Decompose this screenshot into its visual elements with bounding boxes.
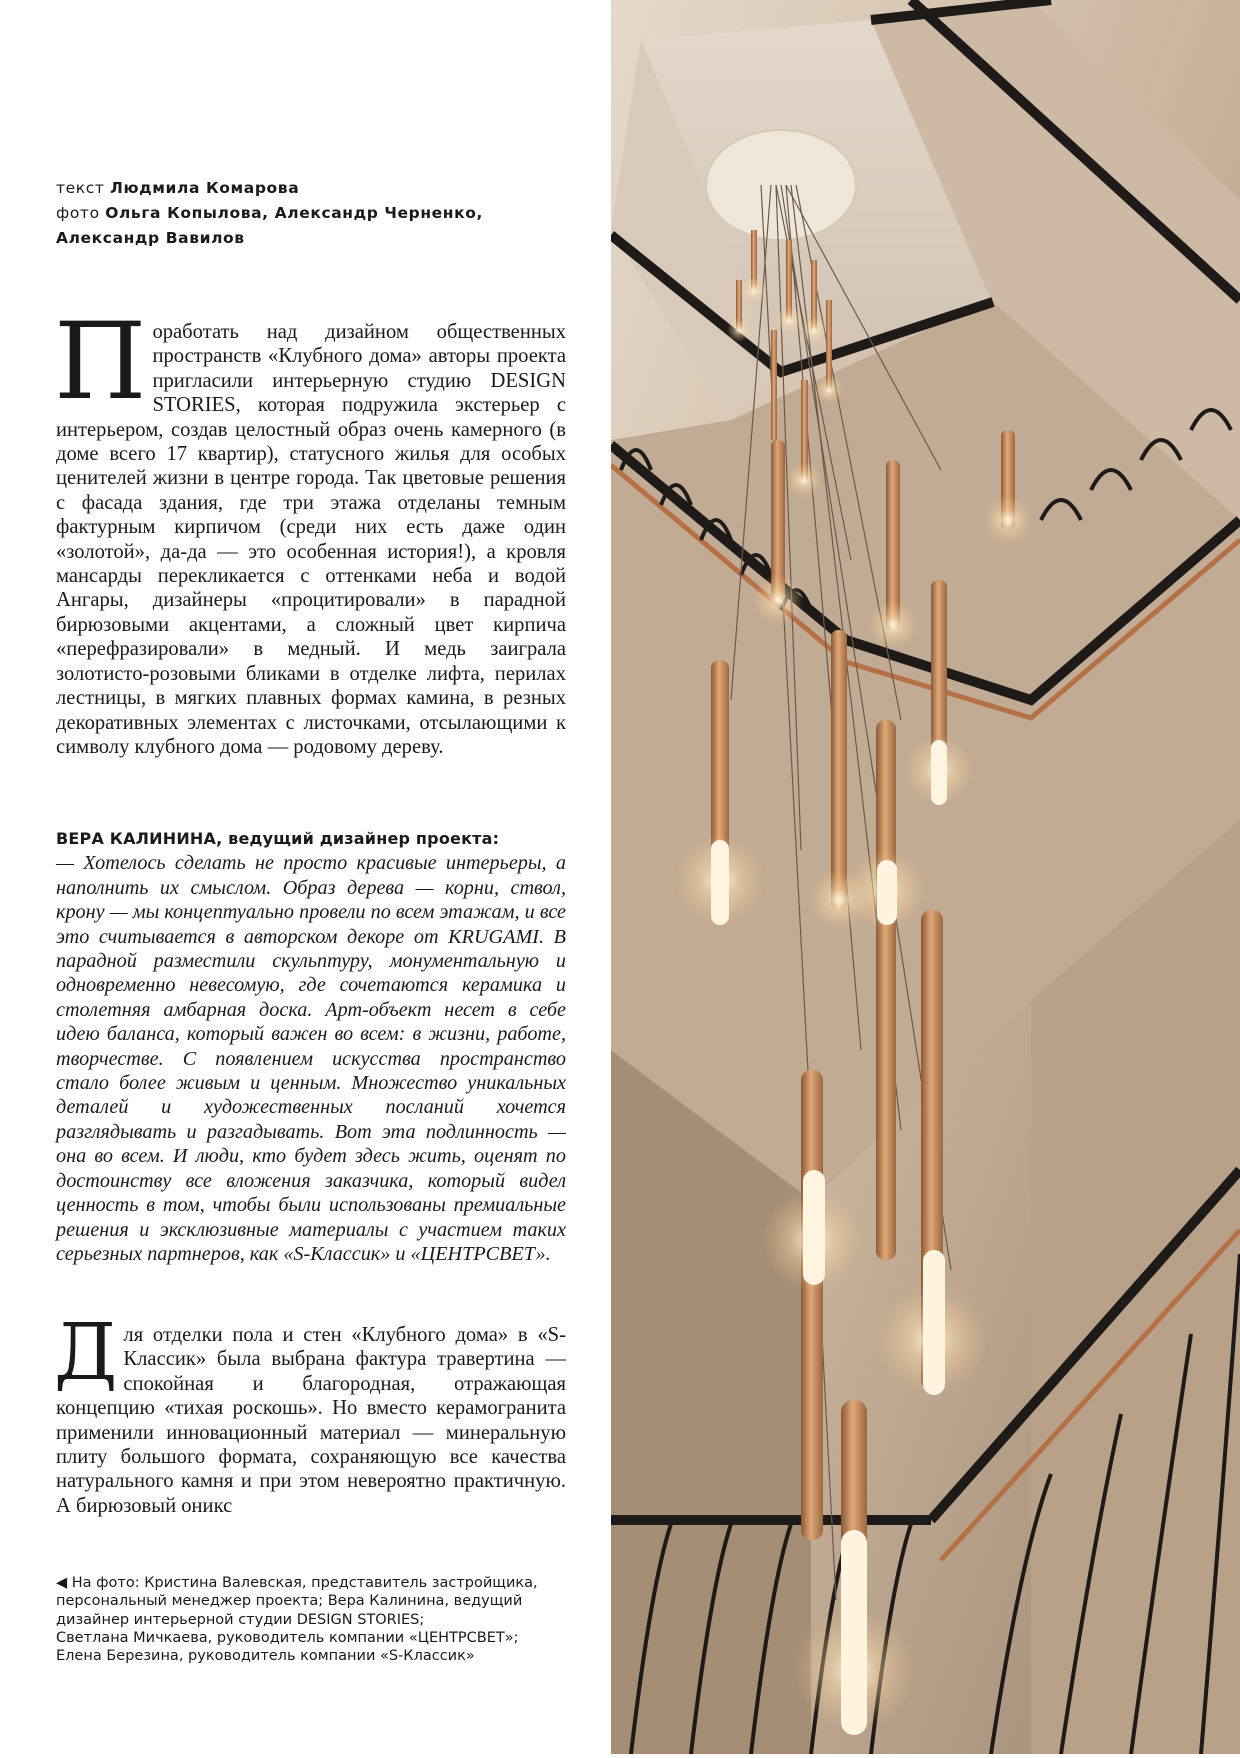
- article-paragraph-1: [54, 300, 566, 759]
- article-column: [0, 0, 611, 1754]
- text-credit: [56, 176, 483, 201]
- drop-cap: П: [54, 300, 147, 423]
- quote-speaker: ВЕРА КАЛИНИНА: [56, 829, 217, 848]
- credits-block: [56, 176, 483, 251]
- photo-credit-line2: [56, 226, 483, 251]
- caption-line: дизайнер интерьерной студии DESIGN STORIES;: [56, 1611, 425, 1628]
- caption-line: ◀ На фото: Кристина Валевская, представитель застройщика,: [56, 1575, 538, 1591]
- paragraph-text: оработать над дизайном общественных пространств «Клубного дома» авторы проекта пригласили интерьерную студию DESIGN STORIES, которая подружила экстерьер с интерьером, создав целостный образ очень камерного (в доме всего 17 квартир), статусного жилья для особых ценителей жизни в центре города. Так цветовые решения с фасада здания, где три этажа отделаны темным фактурным кирпичом (среди них есть даже один «золотой», да-да — это особенная история!), а кровля мансарды перекликается с оттенками неба и водой Ангары, дизайнеры «процитировали» в парадной бирюзовыми акцентами, а сложный цвет кирпича «перефразировали» в медный. И медь заиграла золотисто-розовыми бликами в отделке лифта, перилах лестницы, в мягких плавных формах камина, в резных декоративных элементах с листочками, отсылающими к символу клубного дома — родовому дереву.: [56, 321, 566, 758]
- photo-credit-authors-2: Александр Вавилов: [56, 229, 245, 247]
- photo-credit-authors-1: Ольга Копылова, Александр Черненко,: [105, 204, 483, 222]
- text-credit-author: Людмила Комарова: [110, 179, 300, 197]
- caption-line: персональный менеджер проекта; Вера Калинина, ведущий: [56, 1593, 523, 1610]
- photo-credit-label: фото: [56, 204, 100, 222]
- designer-quote: [56, 826, 566, 1266]
- text-credit-label: текст: [56, 179, 105, 197]
- caption-line: Елена Березина, руководитель компании «S-Классик»: [56, 1648, 475, 1665]
- drop-cap: Д: [54, 1308, 118, 1398]
- quote-text: — Хотелось сделать не просто красивые интерьеры, а наполнить их смыслом. Образ дерева — корни, ствол, крону — мы концептуально провели по всем этажам, и все это считывается в авторском декоре от KRUGAMI. В парадной разместили скульптуру, монументальную и одновременно невесомую, где сочетаются керамика и столетняя амбарная доска. Арт-объект несет в себе идею баланса, который важен во всем: в жизни, работе, творчестве. С появлением искусства пространство стало более живым и ценным. Множество уникальных деталей и художественных посланий хочется разглядывать и разгадывать. Вот эта подлинность — она во всем. И люди, кто будет здесь жить, оценят по достоинству все вложения заказчика, который видел ценность в том, чтобы были использованы премиальные решения и эксклюзивные материалы с участием таких серьезных партнеров, как «S-Классик» и «ЦЕНТРСВЕТ».: [56, 852, 566, 1265]
- quote-speaker-role: , ведущий дизайнер проекта:: [216, 829, 500, 848]
- photo-caption: [56, 1574, 576, 1665]
- photo-credit: [56, 201, 483, 226]
- paragraph-text: ля отделки пола и стен «Клубного дома» в «S-Классик» была выбрана фактура травертина — спокойная и благородная, отражающая концепцию «тихая роскошь». Но вместо керамогранита применили инновационный материал — минеральную плиту большого формата, сохраняющую все качества натурального камня и при этом невероятно практичную. А бирюзовый оникс: [56, 1324, 566, 1517]
- article-paragraph-2: [54, 1308, 566, 1518]
- caption-line: Светлана Мичкаева, руководитель компании «ЦЕНТРСВЕТ»;: [56, 1629, 519, 1646]
- stairwell-chandelier-photo: [611, 0, 1240, 1754]
